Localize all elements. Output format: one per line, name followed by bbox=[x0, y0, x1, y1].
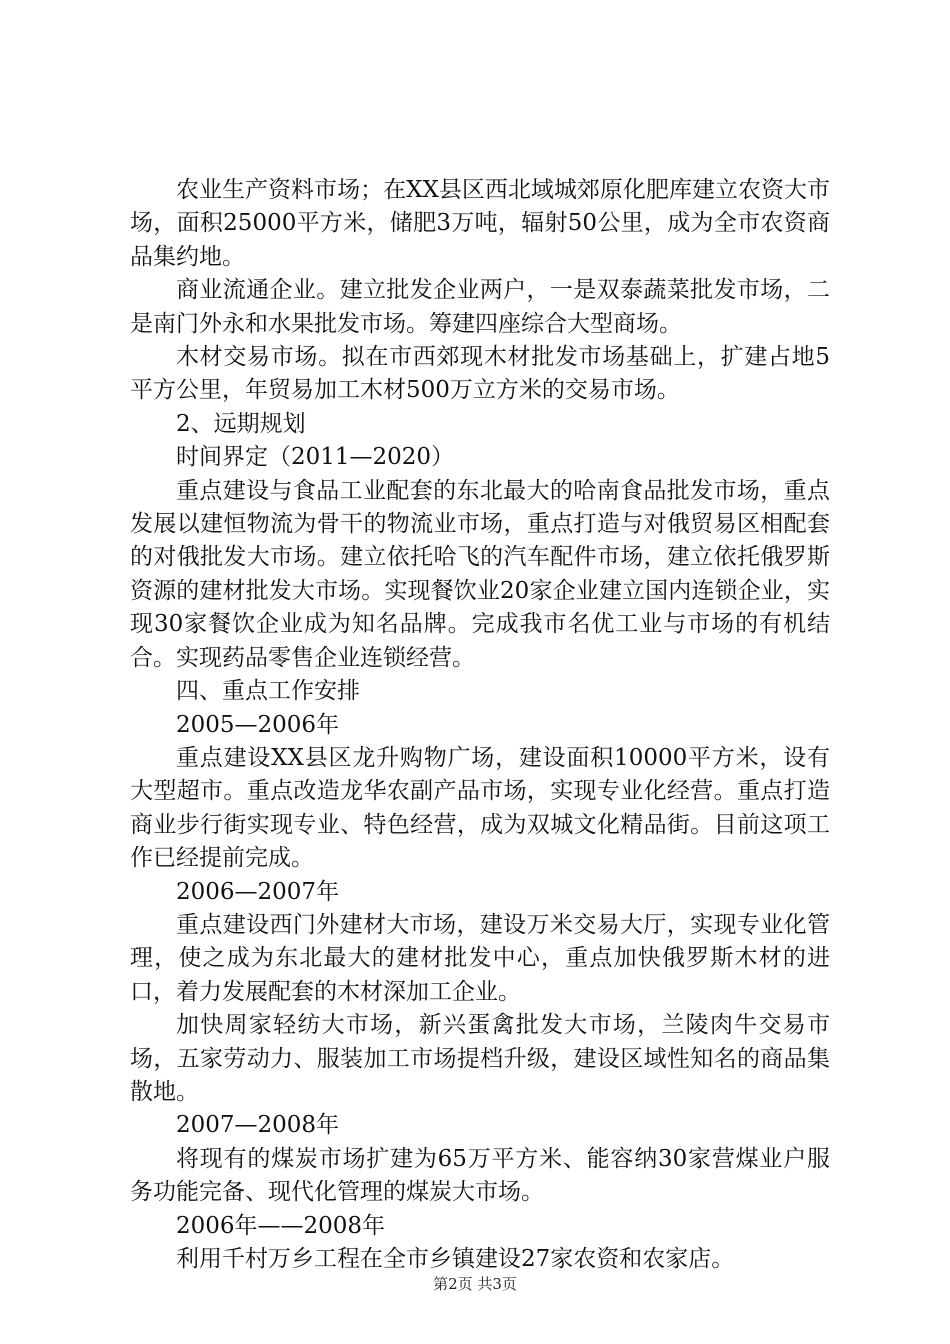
paragraph-2006-2007-building: 重点建设西门外建材大市场，建设万米交易大厅，实现专业化管理，使之成为东北最大的建材批发中心，重点加快俄罗斯木材的进口，着力发展配套的木材深加工企业。 bbox=[130, 911, 830, 1005]
heading-2006-2008: 2006年——2008年 bbox=[176, 1212, 386, 1239]
heading-2006-2007: 2006—2007年 bbox=[176, 878, 340, 905]
heading-long-term-plan: 2、远期规划 bbox=[176, 410, 306, 437]
heading-2005-2006: 2005—2006年 bbox=[176, 711, 340, 738]
document-body bbox=[130, 174, 830, 1276]
heading-time-range: 时间界定（2011—2020） bbox=[176, 444, 455, 471]
heading-key-work: 四、重点工作安排 bbox=[176, 678, 360, 705]
heading-2007-2008: 2007—2008年 bbox=[176, 1112, 340, 1139]
page-number-footer: 第2页 共3页 bbox=[433, 1275, 517, 1293]
paragraph-2006-2007-markets: 加快周家轻纺大市场，新兴蛋禽批发大市场，兰陵肉牛交易市场，五家劳动力、服装加工市场提档升级，建设区域性知名的商品集散地。 bbox=[130, 1012, 830, 1105]
paragraph-long-term-details: 重点建设与食品工业配套的东北最大的哈南食品批发市场，重点发展以建恒物流为骨干的物流业市场，重点打造与对俄贸易区相配套的对俄批发大市场。建立依托哈飞的汽车配件市场，建立依托俄罗斯资源的建材批发大市场。实现餐饮业20家企业建立国内连锁企业，实现30家餐饮企业成为知名品牌。完成我市名优工业与市场的有机结合。实现药品零售企业连锁经营。 bbox=[130, 477, 830, 671]
paragraph-2005-2006: 重点建设XX县区龙升购物广场，建设面积10000平方米，设有大型超市。重点改造龙华农副产品市场，实现专业化经营。重点打造商业步行街实现专业、特色经营，成为双城文化精品街。目前这项工作已经提前完成。 bbox=[130, 744, 830, 872]
paragraph-2007-2008: 将现有的煤炭市场扩建为65万平方米、能容纳30家营煤业户服务功能完备、现代化管理的煤炭大市场。 bbox=[130, 1145, 830, 1206]
paragraph-commercial-enterprises: 商业流通企业。建立批发企业两户，一是双泰蔬菜批发市场，二是南门外永和水果批发市场。筹建四座综合大型商场。 bbox=[130, 277, 830, 337]
paragraph-2006-2008: 利用千村万乡工程在全市乡镇建设27家农资和农家店。 bbox=[176, 1246, 735, 1272]
paragraph-timber-market: 木材交易市场。拟在市西郊现木材批发市场基础上，扩建占地5平方公里，年贸易加工木材500万立方米的交易市场。 bbox=[130, 344, 830, 404]
paragraph-agri-supply-market: 农业生产资料市场；在XX县区西北域城郊原化肥库建立农资大市场，面积25000平方米，储肥3万吨，辐射50公里，成为全市农资商品集约地。 bbox=[130, 177, 830, 270]
